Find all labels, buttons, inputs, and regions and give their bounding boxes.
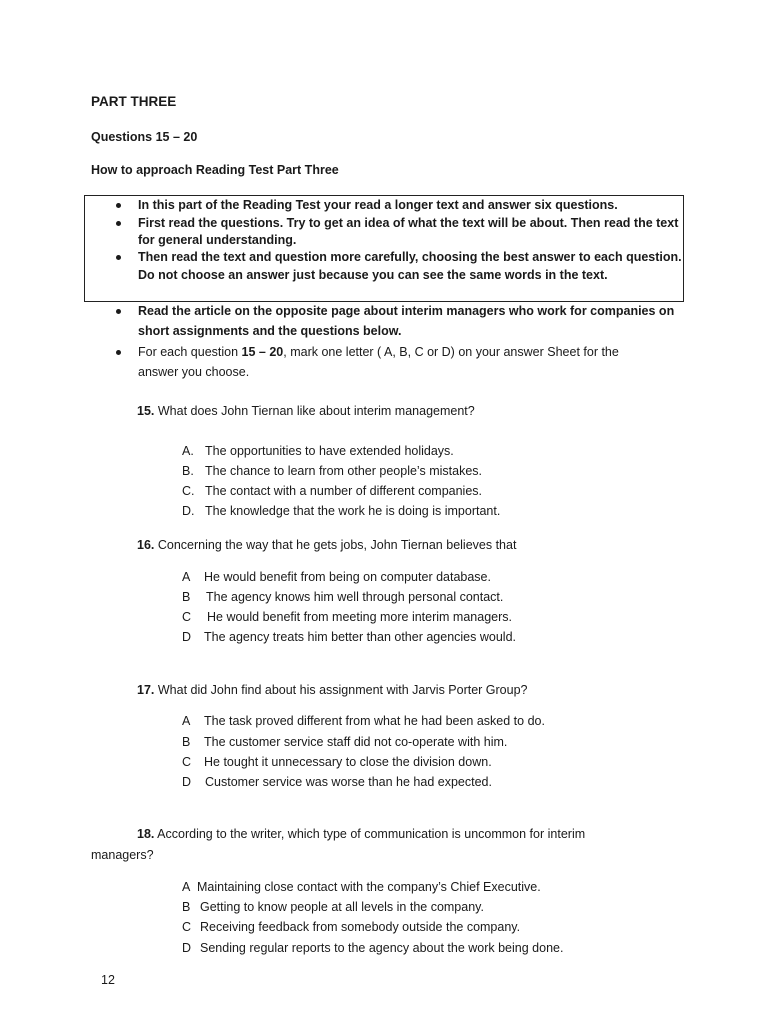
option-letter: B. <box>182 464 194 478</box>
question-17 <box>137 682 528 699</box>
option-16-c[interactable] <box>182 609 512 626</box>
tip-3-line-1: Then read the text and question more carefully, choosing the best answer to each question. <box>138 250 682 264</box>
bullet-icon <box>116 203 121 208</box>
option-letter: B <box>182 735 191 749</box>
option-text: The knowledge that the work he is doing is important. <box>205 504 501 518</box>
option-16-b[interactable] <box>182 589 503 606</box>
option-text: Maintaining close contact with the company’s Chief Executive. <box>197 880 541 894</box>
option-letter: B <box>182 590 191 604</box>
question-text: According to the writer, which type of communication is uncommon for interim <box>154 827 586 841</box>
bullet-icon <box>116 350 121 355</box>
instruction-2-post: , mark one letter ( A, B, C or D) on your answer Sheet for the <box>283 345 619 359</box>
question-15 <box>137 403 475 420</box>
option-letter: A. <box>182 444 194 458</box>
questions-range: Questions 15 – 20 <box>91 130 198 144</box>
option-letter: D <box>182 630 192 644</box>
option-letter: C <box>182 610 192 624</box>
option-16-d[interactable] <box>182 629 516 646</box>
option-text: He would benefit from being on computer database. <box>204 570 491 584</box>
tip-3-line-2: Do not choose an answer just because you can see the same words in the text. <box>138 268 608 282</box>
option-text: The agency treats him better than other agencies would. <box>204 630 516 644</box>
option-18-a[interactable] <box>182 879 541 896</box>
instruction-1-line-1: Read the article on the opposite page about interim managers who work for companies on <box>138 304 675 318</box>
question-text: What does John Tiernan like about interim management? <box>154 404 475 418</box>
option-letter: D <box>182 941 192 955</box>
question-number: 18. <box>137 827 155 841</box>
option-17-d[interactable] <box>182 774 492 791</box>
option-letter: D <box>182 775 192 789</box>
instruction-2-line-2: answer you choose. <box>138 365 250 379</box>
question-text: Concerning the way that he gets jobs, John Tiernan believes that <box>154 538 517 552</box>
tip-2-line-2: for general understanding. <box>138 233 297 247</box>
option-text: Getting to know people at all levels in the company. <box>200 900 484 914</box>
question-number: 16. <box>137 538 155 552</box>
option-letter: D. <box>182 504 195 518</box>
option-text: Sending regular reports to the agency about the work being done. <box>200 941 564 955</box>
option-15-a[interactable] <box>182 443 454 460</box>
bullet-icon <box>116 255 121 260</box>
option-18-c[interactable] <box>182 919 520 936</box>
tip-2-line-1: First read the questions. Try to get an idea of what the text will be about. Then read the text <box>138 216 679 230</box>
option-17-b[interactable] <box>182 734 507 751</box>
question-number: 15. <box>137 404 155 418</box>
page-number: 12 <box>101 973 115 987</box>
option-letter: A <box>182 880 191 894</box>
approach-heading: How to approach Reading Test Part Three <box>91 163 339 177</box>
option-letter: C. <box>182 484 195 498</box>
option-17-a[interactable] <box>182 713 545 730</box>
option-letter: C <box>182 755 192 769</box>
option-letter: C <box>182 920 192 934</box>
instruction-2-range: 15 – 20 <box>241 345 284 359</box>
option-text: The customer service staff did not co-operate with him. <box>204 735 508 749</box>
tip-1-line-1: In this part of the Reading Test your read a longer text and answer six questions. <box>138 198 618 212</box>
option-text: He tought it unnecessary to close the division down. <box>204 755 492 769</box>
question-16 <box>137 537 516 554</box>
bullet-icon <box>116 309 121 314</box>
instruction-1-line-2: short assignments and the questions below. <box>138 324 402 338</box>
option-17-c[interactable] <box>182 754 492 771</box>
option-text: The contact with a number of different companies. <box>205 484 483 498</box>
option-text: The task proved different from what he had been asked to do. <box>204 714 545 728</box>
instruction-2-pre: For each question <box>138 345 242 359</box>
question-text: What did John find about his assignment with Jarvis Porter Group? <box>154 683 528 697</box>
instruction-2-line-1 <box>138 344 619 361</box>
option-text: The chance to learn from other people’s mistakes. <box>205 464 482 478</box>
question-number: 17. <box>137 683 155 697</box>
option-letter: B <box>182 900 191 914</box>
option-15-b[interactable] <box>182 463 482 480</box>
option-18-d[interactable] <box>182 940 563 957</box>
question-18 <box>137 826 585 843</box>
option-letter: A <box>182 714 191 728</box>
option-text: The agency knows him well through personal contact. <box>206 590 504 604</box>
question-18-line-2: managers? <box>91 848 154 862</box>
bullet-icon <box>116 221 121 226</box>
option-text: The opportunities to have extended holidays. <box>205 444 454 458</box>
option-letter: A <box>182 570 191 584</box>
option-text: He would benefit from meeting more interim managers. <box>207 610 512 624</box>
part-title: PART THREE <box>91 94 177 109</box>
option-15-c[interactable] <box>182 483 482 500</box>
option-text: Customer service was worse than he had expected. <box>205 775 492 789</box>
option-15-d[interactable] <box>182 503 500 520</box>
option-18-b[interactable] <box>182 899 484 916</box>
option-16-a[interactable] <box>182 569 491 586</box>
option-text: Receiving feedback from somebody outside the company. <box>200 920 521 934</box>
